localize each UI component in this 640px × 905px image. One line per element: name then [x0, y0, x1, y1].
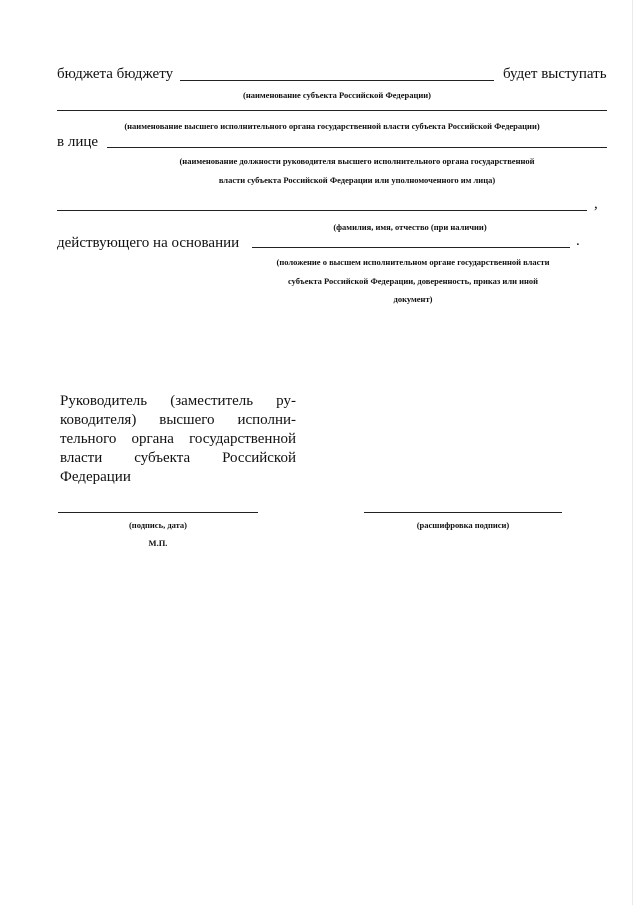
comma-mark: , [594, 196, 598, 212]
subject-continuation-line[interactable] [57, 110, 607, 111]
full-name-caption: (фамилия, имя, отчество (при наличии) [333, 222, 487, 232]
executive-body-field[interactable] [107, 147, 607, 148]
period-mark: . [576, 233, 580, 249]
basis-caption-line2: субъекта Российской Федерации, доверенность, приказ или иной [287, 276, 539, 286]
act-as-label: будет выступать [503, 66, 607, 82]
subject-name-caption: (наименование субъекта Российской Федерации) [243, 90, 431, 100]
full-name-field[interactable] [57, 210, 587, 211]
decode-caption: (расшифровка подписи) [416, 520, 510, 530]
executive-body-caption: (наименование высшего исполнительного органа государственной власти субъекта Российской Федерации) [124, 121, 540, 131]
budget-label: бюджета бюджету [57, 66, 174, 82]
signature-field[interactable] [58, 512, 258, 513]
signatory-title: Руководитель (заместитель руководителя) высшего исполнительного органа государственной власти субъекта Российской Федерации [60, 393, 296, 485]
basis-caption-line1: (положение о высшем исполнительном органе государственной власти [276, 257, 550, 267]
subject-name-field[interactable] [180, 80, 494, 81]
basis-document-field[interactable] [252, 247, 570, 248]
position-caption-line2: власти субъекта Российской Федерации или уполномоченного им лица) [218, 175, 496, 185]
seal-mark: М.П. [148, 538, 168, 548]
signature-caption: (подпись, дата) [128, 520, 188, 530]
signature-decode-field[interactable] [364, 512, 562, 513]
position-caption-line1: (наименование должности руководителя высшего исполнительного органа государственной [179, 156, 535, 166]
acting-basis-label: действующего на основании [57, 235, 240, 251]
scan-edge [632, 0, 633, 905]
basis-caption-line3: документ) [393, 294, 433, 304]
in-person-label: в лице [57, 134, 99, 150]
